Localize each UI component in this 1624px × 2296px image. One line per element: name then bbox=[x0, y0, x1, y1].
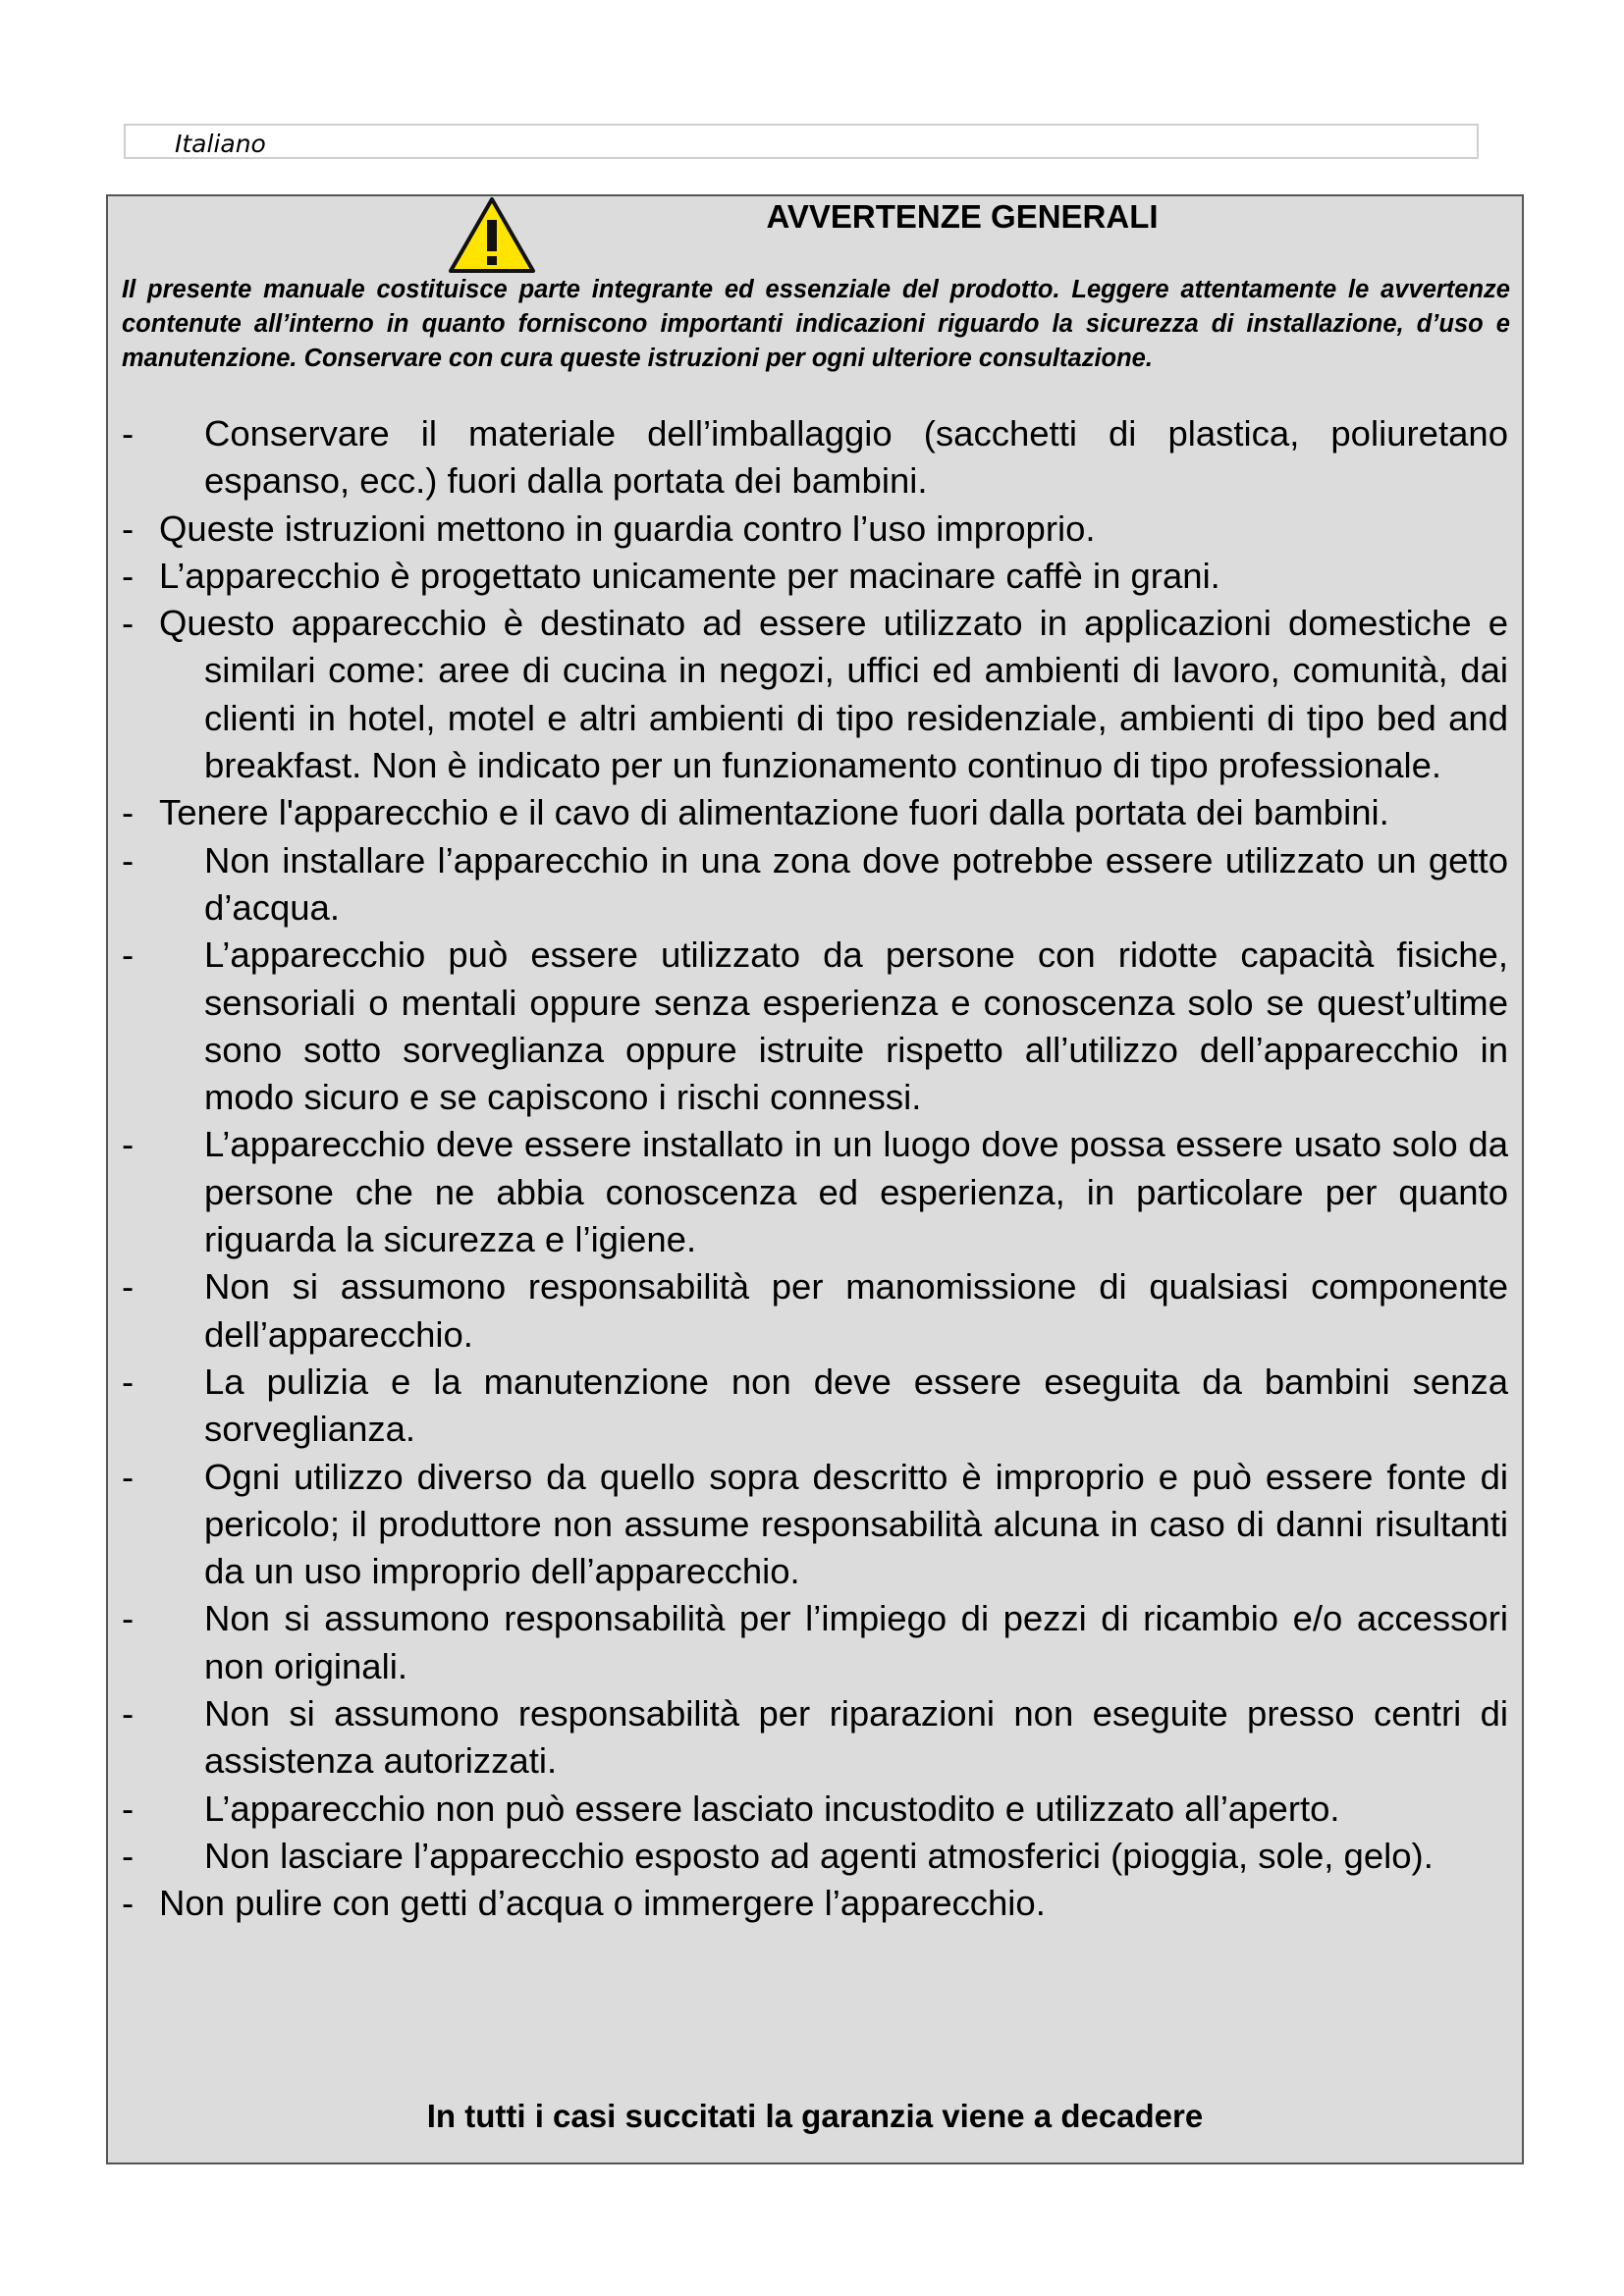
list-item bbox=[122, 1690, 1508, 1786]
list-item-text: Conservare il materiale dell’imballaggio (sacchetti di plastica, poliuretano espanso, ecc.) fuori dalla portata dei bambini. bbox=[204, 413, 1508, 502]
list-item bbox=[122, 789, 1508, 836]
list-item bbox=[122, 1833, 1508, 1880]
list-item-text: Queste istruzioni mettono in guardia contro l’uso improprio. bbox=[159, 507, 1096, 549]
list-item-text: L’apparecchio è progettato unicamente per macinare caffè in grani. bbox=[159, 555, 1220, 596]
list-item-text: La pulizia e la manutenzione non deve essere eseguita da bambini senza sorveglianza. bbox=[204, 1361, 1508, 1450]
list-item bbox=[122, 506, 1508, 553]
list-item-text: L’apparecchio deve essere installato in un luogo dove possa essere usato solo da persone che ne abbia conoscenza ed esperienza, in particolare per quanto riguarda la sicurezza e l’igiene. bbox=[204, 1124, 1508, 1260]
list-dash: - bbox=[122, 839, 135, 881]
list-item-text: Questo apparecchio è destinato ad essere utilizzato in applicazioni domestiche e similari come: aree di cucina in negozi, uffici ed ambienti di lavoro, comunità, dai clienti in hotel, motel e altri ambienti di tipo residenziale, ambienti di tipo bed and breakfast. Non è indicato per un funzionamento continuo di tipo professionale. bbox=[159, 603, 1508, 786]
list-dash: - bbox=[122, 1788, 135, 1829]
list-dash: - bbox=[122, 934, 135, 976]
list-item bbox=[122, 837, 1508, 933]
language-label: Italiano bbox=[175, 130, 266, 158]
warranty-note: In tutti i casi succitati la garanzia viene a decadere bbox=[426, 2098, 1204, 2134]
general-warnings-panel bbox=[106, 194, 1524, 2164]
warning-list bbox=[122, 410, 1508, 1928]
list-item bbox=[122, 410, 1508, 506]
list-item-text: Tenere l'apparecchio e il cavo di alimentazione fuori dalla portata dei bambini. bbox=[159, 792, 1389, 833]
list-dash: - bbox=[122, 1361, 135, 1402]
panel-title: AVVERTENZE GENERALI bbox=[766, 198, 1159, 235]
list-dash: - bbox=[122, 1266, 135, 1308]
list-dash: - bbox=[122, 603, 135, 644]
list-dash: - bbox=[122, 1456, 135, 1497]
intro-paragraph: Il presente manuale costituisce parte integrante ed essenziale del prodotto. Leggere attentamente le avvertenze contenute all’interno in quanto forniscono importanti indicazioni riguardo la sicurezza di installazione, d’uso e manutenzione. Conservare con cura queste istruzioni per ogni ulteriore consultazione. bbox=[122, 276, 1510, 372]
list-item bbox=[122, 1263, 1508, 1359]
list-dash: - bbox=[122, 413, 135, 454]
language-header bbox=[124, 124, 1479, 159]
list-item bbox=[122, 1595, 1508, 1690]
list-item bbox=[122, 932, 1508, 1121]
list-item bbox=[122, 1121, 1508, 1263]
list-item bbox=[122, 600, 1508, 789]
list-item-text: Non si assumono responsabilità per l’impiego di pezzi di ricambio e/o accessori non originali. bbox=[204, 1598, 1508, 1686]
list-item bbox=[122, 1786, 1508, 1833]
list-item bbox=[122, 1880, 1508, 1927]
list-dash: - bbox=[122, 1124, 135, 1165]
list-item-text: Ogni utilizzo diverso da quello sopra descritto è improprio e può essere fonte di pericolo; il produttore non assume responsabilità alcuna in caso di danni risultanti da un uso improprio dell’apparecchio. bbox=[204, 1456, 1508, 1592]
list-dash: - bbox=[122, 792, 135, 833]
list-item-text: L’apparecchio non può essere lasciato incustodito e utilizzato all’aperto. bbox=[204, 1788, 1340, 1829]
list-item-text: Non lasciare l’apparecchio esposto ad agenti atmosferici (pioggia, sole, gelo). bbox=[204, 1835, 1434, 1876]
list-dash: - bbox=[122, 1598, 135, 1639]
list-item-text: L’apparecchio può essere utilizzato da persone con ridotte capacità fisiche, sensoriali o mentali oppure senza esperienza e conoscenza solo se quest’ultime sono sotto sorveglianza oppure istruite rispetto all’utilizzo dell’apparecchio in modo sicuro e se capiscono i rischi connessi. bbox=[204, 934, 1508, 1118]
list-dash: - bbox=[122, 555, 135, 596]
list-item bbox=[122, 1454, 1508, 1596]
list-dash: - bbox=[122, 1693, 135, 1735]
list-dash: - bbox=[122, 507, 135, 549]
list-item-text: Non pulire con getti d’acqua o immergere l’apparecchio. bbox=[159, 1883, 1046, 1924]
list-item-text: Non installare l’apparecchio in una zona dove potrebbe essere utilizzato un getto d’acqua. bbox=[204, 839, 1508, 928]
list-item-text: Non si assumono responsabilità per riparazioni non eseguite presso centri di assistenza autorizzati. bbox=[204, 1693, 1508, 1782]
list-item-text: Non si assumono responsabilità per manomissione di qualsiasi componente dell’apparecchio. bbox=[204, 1266, 1508, 1355]
list-item bbox=[122, 1359, 1508, 1454]
list-item bbox=[122, 553, 1508, 600]
list-dash: - bbox=[122, 1835, 135, 1876]
list-dash: - bbox=[122, 1883, 135, 1924]
